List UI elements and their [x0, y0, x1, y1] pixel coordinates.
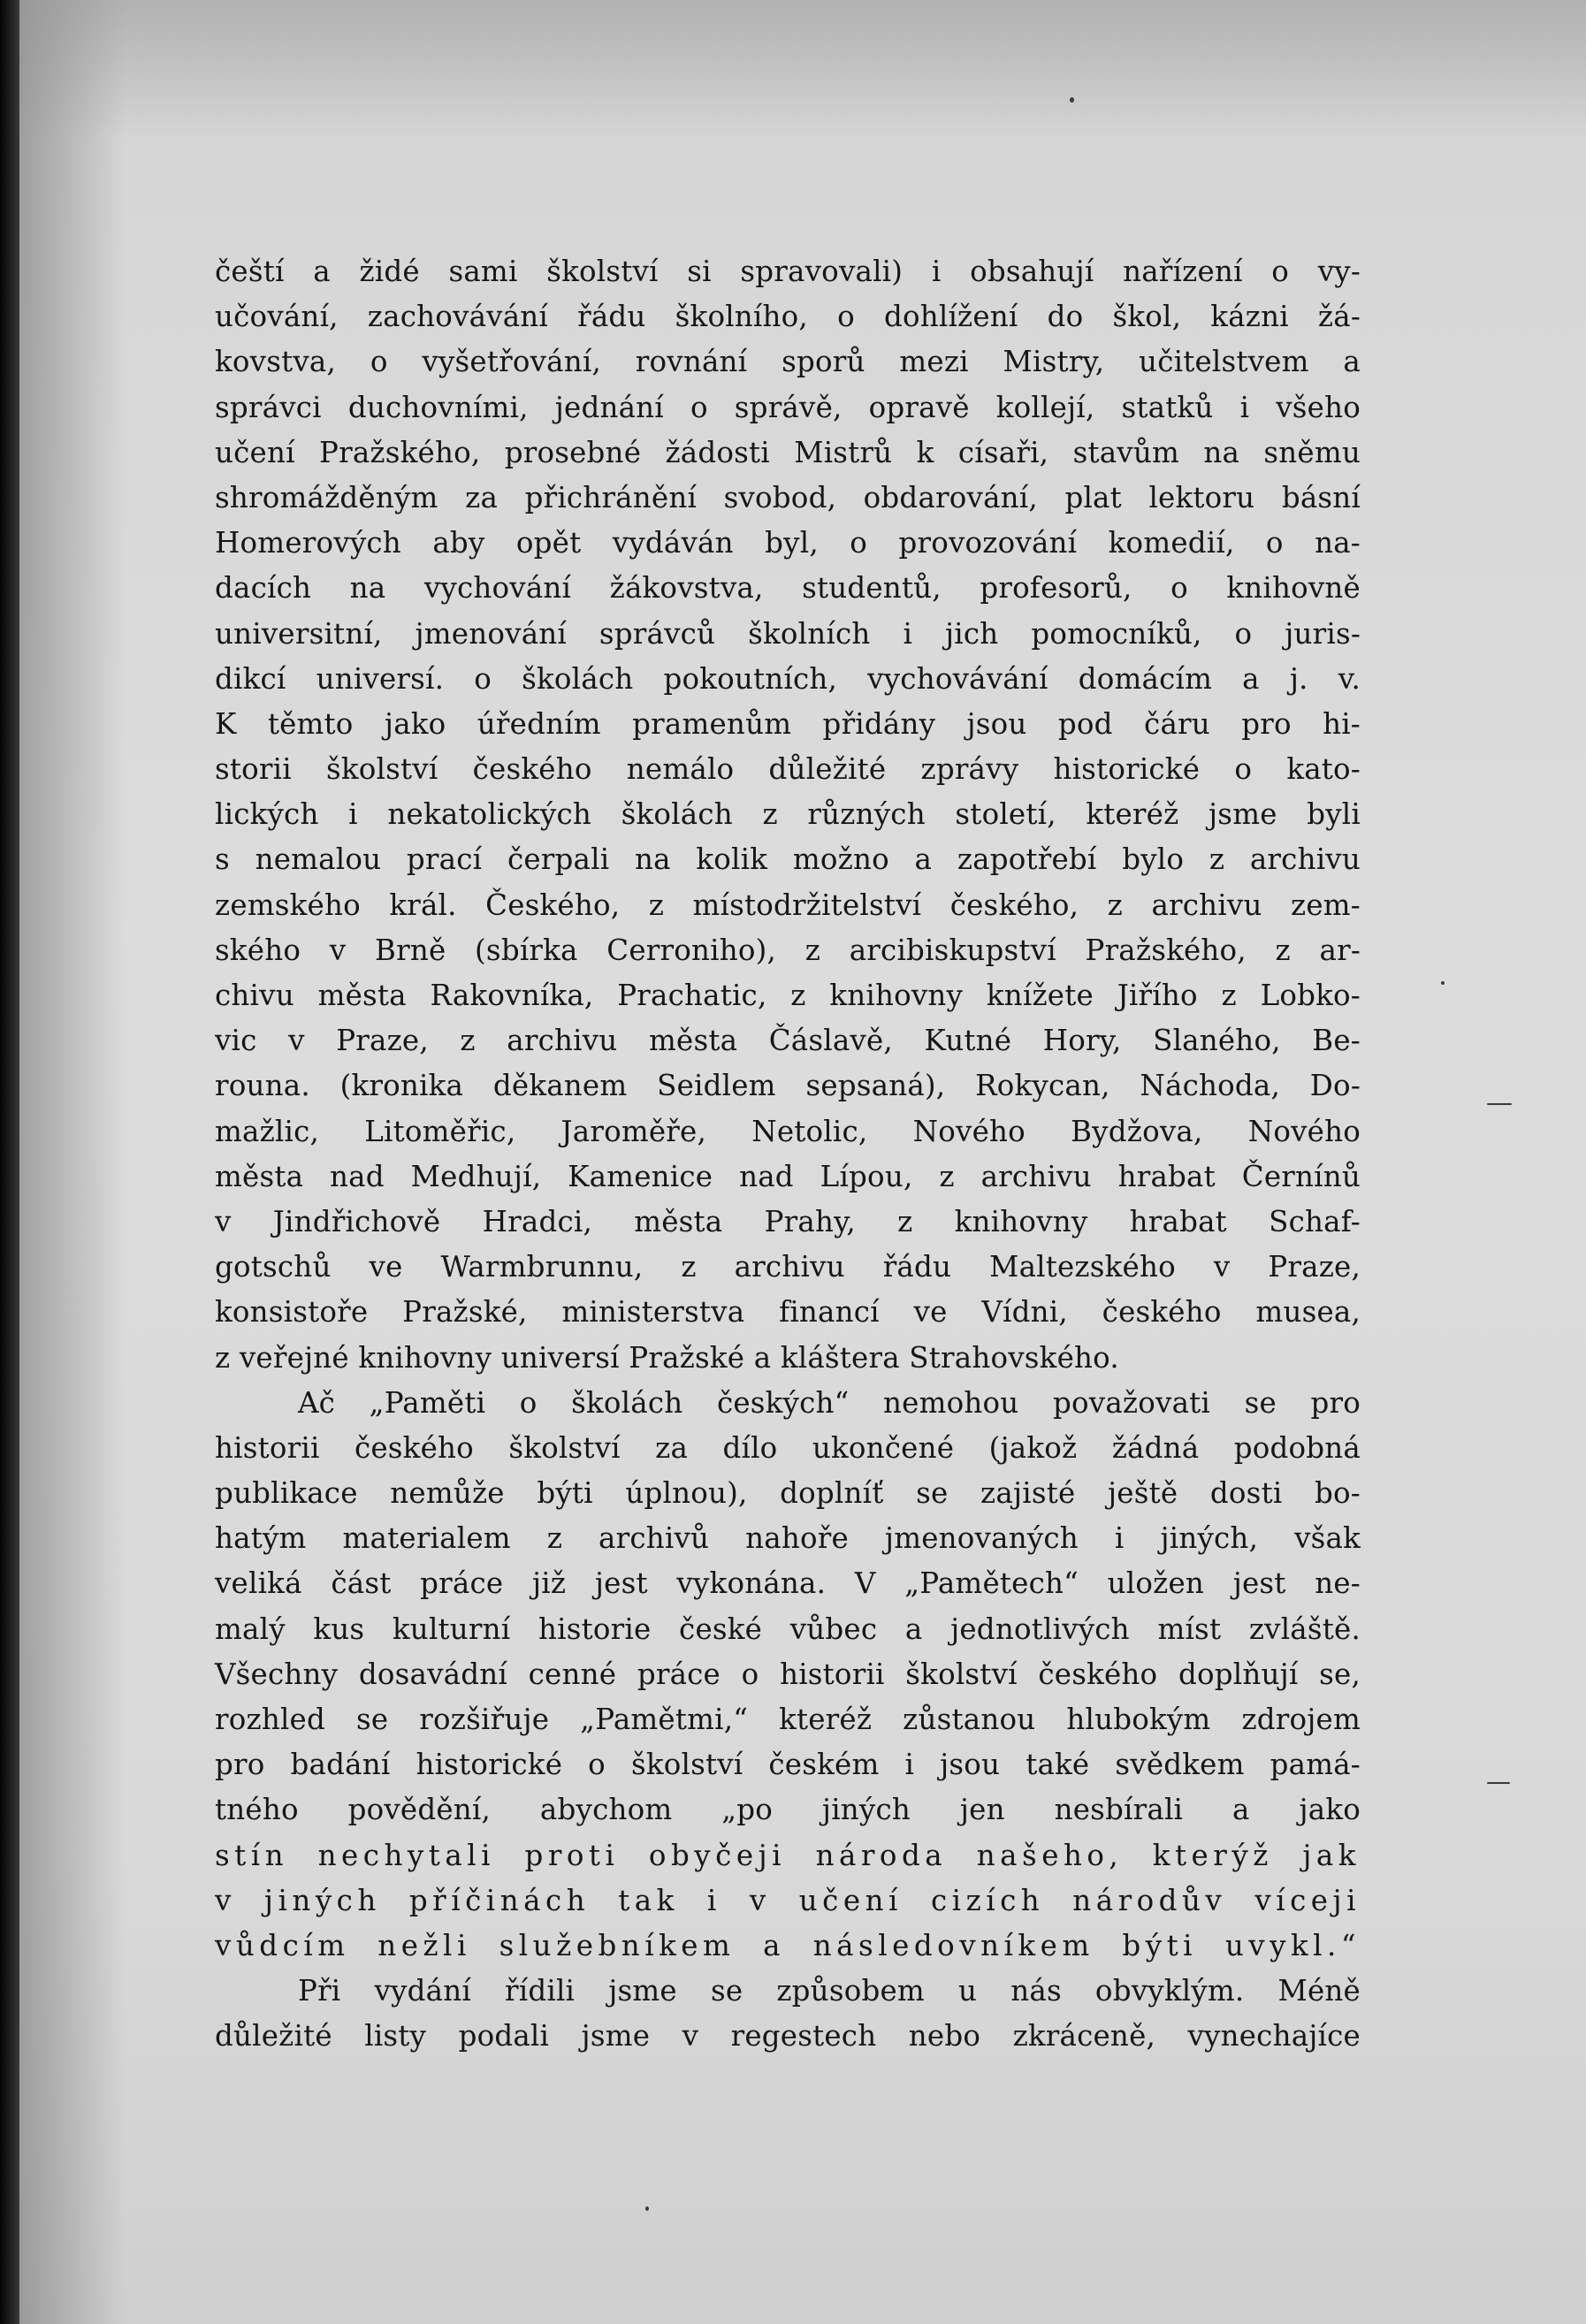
scan-speck: [1070, 97, 1074, 103]
scan-speck: [645, 2206, 649, 2211]
text-line: rozhled se rozšiřuje „Pamětmi,“ kteréž zůstanou hlubokým zdrojem: [215, 1703, 1361, 1736]
body-text: [215, 249, 1361, 2060]
text-line: historii českého školství za dílo ukončené (jakož žádná podobná: [215, 1430, 1361, 1465]
text-line: chivu města Rakovníka, Prachatic, z knihovny knížete Jiřího z Lobko-: [215, 979, 1361, 1012]
text-line: Ač „Paměti o školách českých“ nemohou považovati se pro: [298, 1385, 1361, 1420]
text-line: malý kus kulturní historie české vůbec a jednotlivých míst zvláště.: [215, 1612, 1361, 1646]
scan-speck: [1487, 1103, 1512, 1105]
text-line: K těmto jako úředním pramenům přidány jsou pod čáru pro hi-: [215, 706, 1361, 741]
text-line: gotschů ve Warmbrunnu, z archivu řádu Maltezského v Praze,: [215, 1250, 1361, 1284]
text-line: pro badání historické o školství českém i jsou také svědkem pamá-: [215, 1748, 1361, 1782]
text-line: universitní, jmenování správců školních i jich pomocníků, o juris-: [215, 616, 1361, 651]
text-line: města nad Medhují, Kamenice nad Lípou, z archivu hrabat Černínů: [215, 1159, 1361, 1193]
text-line: hatým materialem z archivů nahoře jmenovaných i jiných, však: [215, 1521, 1361, 1556]
text-line: v jiných příčinách tak i v učení cizích národův víceji: [215, 1883, 1361, 1917]
text-line: z veřejné knihovny universí Pražské a kláštera Strahovského.: [215, 1340, 1119, 1375]
text-line: publikace nemůže býti úplnou), doplníť se zajisté ještě dosti bo-: [215, 1476, 1361, 1511]
text-line: v Jindřichově Hradci, města Prahy, z knihovny hrabat Schaf-: [215, 1204, 1361, 1238]
text-line: kovstva, o vyšetřování, rovnání sporů mezi Mistry, učitelstvem a: [215, 345, 1361, 379]
text-line: Homerových aby opět vydáván byl, o provozování komedií, o na-: [215, 526, 1361, 560]
scan-left-edge: [0, 0, 19, 2324]
text-line: konsistoře Pražské, ministerstva financí ve Vídni, českého musea,: [215, 1295, 1361, 1330]
scan-speck: [1487, 1782, 1510, 1784]
text-line: důležité listy podali jsme v regestech nebo zkráceně, vynechajíce: [215, 2019, 1361, 2054]
page-top-shadow: [19, 0, 1586, 141]
text-line: čeští a židé sami školství si spravovali) i obsahují nařízení o vy-: [215, 255, 1361, 288]
text-line: vůdcím nežli služebníkem a následovníkem býti uvykl.“: [215, 1928, 1361, 1962]
text-line: stín nechytali proti obyčeji národa našeho, kterýž jak: [215, 1838, 1361, 1872]
text-line: učení Pražského, prosebné žádosti Mistrů k císaři, stavům na sněmu: [215, 435, 1361, 469]
text-line: zemského král. Českého, z místodržitelství českého, z archivu zem-: [215, 888, 1361, 922]
scan-speck: [1441, 981, 1445, 985]
text-line: správci duchovními, jednání o správě, opravě kollejí, statků i všeho: [215, 390, 1361, 424]
text-line: shromážděným za přichránění svobod, obdarování, plat lektoru básní: [215, 480, 1361, 514]
text-line: Při vydání řídili jsme se způsobem u nás obvyklým. Méně: [298, 1974, 1361, 2008]
text-line: mažlic, Litoměřic, Jaroměře, Netolic, Nového Bydžova, Nového: [215, 1114, 1361, 1148]
text-line: učování, zachovávání řádu školního, o dohlížení do škol, kázni žá-: [215, 300, 1361, 334]
text-line: vic v Praze, z archivu města Čáslavě, Kutné Hory, Slaného, Be-: [215, 1024, 1361, 1058]
book-page: [19, 0, 1586, 2324]
text-line: veliká část práce již jest vykonána. V „Pamětech“ uložen jest ne-: [215, 1566, 1361, 1601]
text-line: tného povědění, abychom „po jiných jen nesbírali a jako: [215, 1793, 1361, 1827]
text-line: s nemalou prací čerpali na kolik možno a zapotřebí bylo z archivu: [215, 842, 1361, 877]
page-gutter-shadow: [19, 0, 126, 2324]
text-line: dacích na vychování žákovstva, studentů, profesorů, o knihovně: [215, 571, 1361, 606]
text-line: Všechny dosavádní cenné práce o historii školství českého doplňují se,: [215, 1657, 1361, 1691]
text-line: storii školství českého nemálo důležité zprávy historické o kato-: [215, 752, 1361, 787]
text-line: rouna. (kronika děkanem Seidlem sepsaná), Rokycan, Náchoda, Do-: [215, 1069, 1361, 1103]
text-line: lických i nekatolických školách z různých století, kteréž jsme byli: [215, 797, 1361, 832]
text-line: ského v Brně (sbírka Cerroniho), z arcibiskupství Pražského, z ar-: [215, 933, 1361, 967]
text-line: dikcí universí. o školách pokoutních, vychovávání domácím a j. v.: [215, 661, 1361, 696]
